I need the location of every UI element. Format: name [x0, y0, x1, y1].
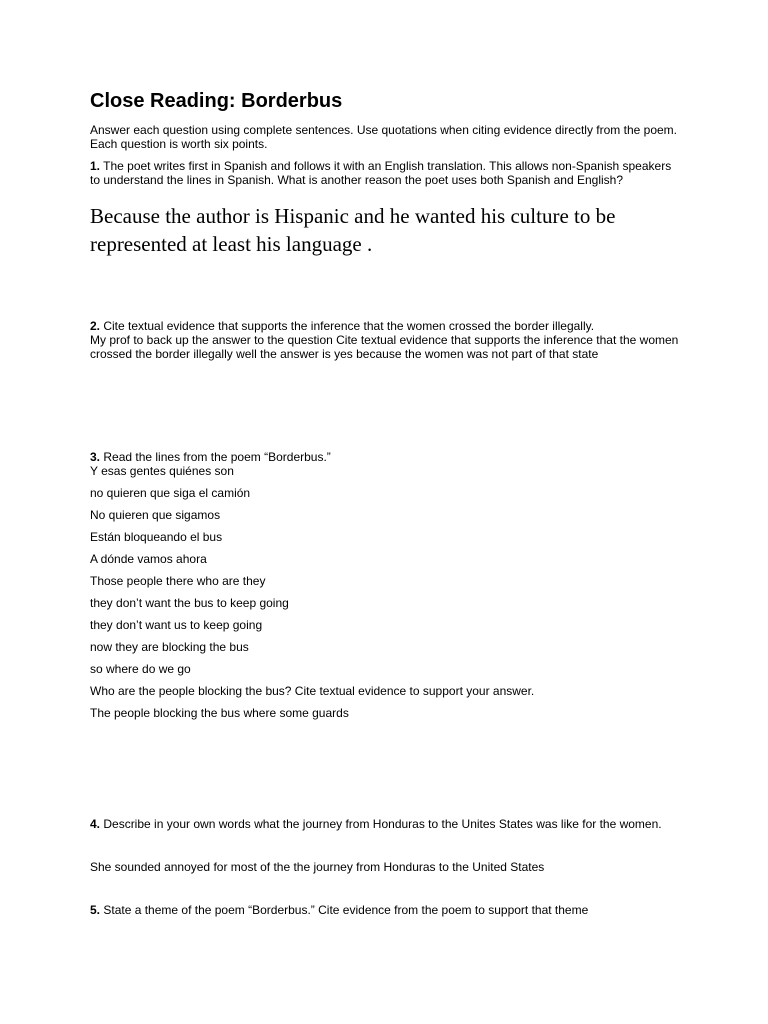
- question-1: [90, 159, 680, 187]
- question-3-text: Read the lines from the poem “Borderbus.”: [100, 450, 331, 464]
- poem-line: Están bloqueando el bus: [90, 530, 223, 544]
- poem-line: Those people there who are they: [90, 574, 266, 588]
- question-4-number: 4.: [90, 817, 101, 831]
- poem-line: now they are blocking the bus: [90, 640, 249, 654]
- question-3-followup: Who are the people blocking the bus? Cite textual evidence to support your answer.: [90, 684, 535, 698]
- poem-line: A dónde vamos ahora: [90, 552, 207, 566]
- question-4-text: Describe in your own words what the journey from Honduras to the Unites States was like for the women.: [100, 817, 662, 831]
- instructions: Answer each question using complete sentences. Use quotations when citing evidence directly from the poem. Each question is worth six points.: [90, 123, 677, 151]
- question-5-text: State a theme of the poem “Borderbus.” Cite evidence from the poem to support that theme: [100, 903, 589, 917]
- poem-line: no quieren que siga el camión: [90, 486, 251, 500]
- poem-line: No quieren que sigamos: [90, 508, 221, 522]
- poem-line: they don’t want the bus to keep going: [90, 596, 289, 610]
- answer-1: Because the author is Hispanic and he wanted his culture to be represented at least his language .: [90, 204, 616, 256]
- question-2-number: 2.: [90, 319, 101, 333]
- question-1-text: The poet writes first in Spanish and follows it with an English translation. This allows non-Spanish speakers to understand the lines in Spanish. What is another reason the poet uses both Spanish and English?: [90, 159, 672, 187]
- page-title: Close Reading: Borderbus: [90, 90, 343, 112]
- answer-3: The people blocking the bus where some guards: [90, 706, 349, 720]
- question-3-number: 3.: [90, 450, 101, 464]
- question-2: [90, 319, 680, 333]
- question-4: [90, 817, 680, 831]
- poem-line: they don’t want us to keep going: [90, 618, 263, 632]
- answer-4: She sounded annoyed for most of the the journey from Honduras to the United States: [90, 860, 545, 874]
- question-5: [90, 903, 680, 917]
- answer-2: My prof to back up the answer to the question Cite textual evidence that supports the inference that the women crossed the border illegally well the answer is yes because the women was not part of that state: [90, 333, 679, 361]
- question-5-number: 5.: [90, 903, 101, 917]
- question-3: [90, 450, 680, 464]
- poem-line: Y esas gentes quiénes son: [90, 464, 234, 478]
- poem-line: so where do we go: [90, 662, 191, 676]
- question-2-text: Cite textual evidence that supports the inference that the women crossed the border illegally.: [100, 319, 595, 333]
- question-1-number: 1.: [90, 159, 101, 173]
